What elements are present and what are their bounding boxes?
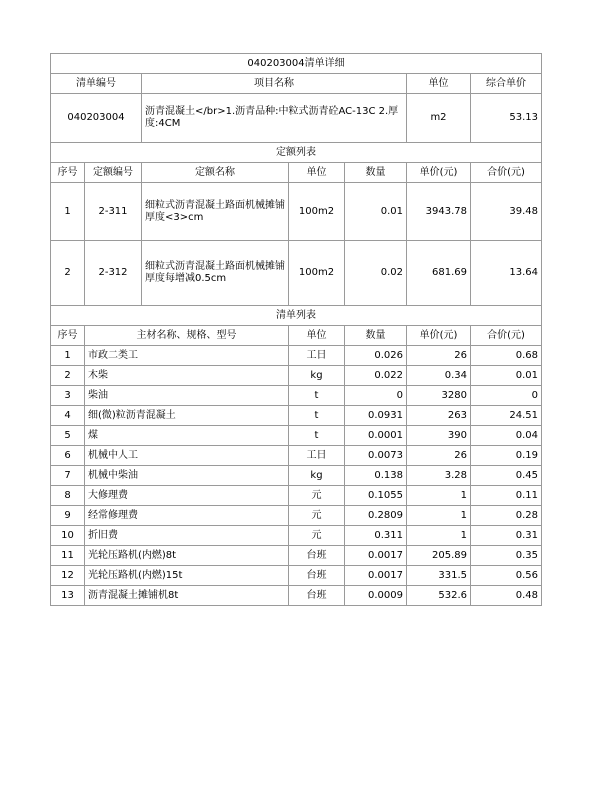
- material-unit: t: [289, 386, 345, 406]
- bill-price-header: 综合单价: [471, 74, 542, 94]
- bill-detail-table: [50, 53, 542, 606]
- quota-qty: 0.01: [345, 183, 407, 241]
- bill-code-header: 清单编号: [51, 74, 142, 94]
- materials-header-cell: 单位: [289, 326, 345, 346]
- material-name: 光轮压路机(内燃)15t: [85, 566, 289, 586]
- material-unit: t: [289, 426, 345, 446]
- material-name: 市政二类工: [85, 346, 289, 366]
- material-unit: 台班: [289, 566, 345, 586]
- quota-header-cell: 定额编号: [85, 163, 142, 183]
- material-unit: 工日: [289, 346, 345, 366]
- material-row: [51, 506, 542, 526]
- material-qty: 0.0009: [345, 586, 407, 606]
- material-unit: t: [289, 406, 345, 426]
- material-unit: 元: [289, 526, 345, 546]
- materials-header-cell: 序号: [51, 326, 85, 346]
- quota-header-row: [51, 163, 542, 183]
- material-price: 390: [407, 426, 471, 446]
- material-unit: 元: [289, 506, 345, 526]
- material-total: 0.19: [471, 446, 542, 466]
- material-price: 532.6: [407, 586, 471, 606]
- material-name: 折旧费: [85, 526, 289, 546]
- material-no: 2: [51, 366, 85, 386]
- material-qty: 0: [345, 386, 407, 406]
- material-total: 0.48: [471, 586, 542, 606]
- quota-qty: 0.02: [345, 241, 407, 306]
- quota-code: 2-312: [85, 241, 142, 306]
- material-no: 11: [51, 546, 85, 566]
- material-price: 0.34: [407, 366, 471, 386]
- materials-header-cell: 合价(元): [471, 326, 542, 346]
- quota-total: 13.64: [471, 241, 542, 306]
- material-row: [51, 406, 542, 426]
- quota-price: 681.69: [407, 241, 471, 306]
- material-row: [51, 366, 542, 386]
- material-total: 0.68: [471, 346, 542, 366]
- material-name: 光轮压路机(内燃)8t: [85, 546, 289, 566]
- bill-price: 53.13: [471, 94, 542, 143]
- material-total: 0.01: [471, 366, 542, 386]
- material-unit: 元: [289, 486, 345, 506]
- quota-price: 3943.78: [407, 183, 471, 241]
- material-name: 机械中柴油: [85, 466, 289, 486]
- quota-header-cell: 序号: [51, 163, 85, 183]
- material-qty: 0.311: [345, 526, 407, 546]
- material-qty: 0.0001: [345, 426, 407, 446]
- material-row: [51, 586, 542, 606]
- quota-unit: 100m2: [289, 183, 345, 241]
- material-no: 13: [51, 586, 85, 606]
- material-no: 5: [51, 426, 85, 446]
- material-price: 26: [407, 346, 471, 366]
- material-name: 细(微)粒沥青混凝土: [85, 406, 289, 426]
- material-row: [51, 346, 542, 366]
- material-row: [51, 526, 542, 546]
- materials-list: [51, 346, 542, 606]
- material-name: 柴油: [85, 386, 289, 406]
- material-total: 0.11: [471, 486, 542, 506]
- materials-header-row: [51, 326, 542, 346]
- material-unit: 台班: [289, 546, 345, 566]
- bill-name: 沥青混凝土</br>1.沥青品种:中粒式沥青砼AC-13C 2.厚度:4CM: [142, 94, 407, 143]
- quota-no: 1: [51, 183, 85, 241]
- material-qty: 0.0073: [345, 446, 407, 466]
- material-price: 205.89: [407, 546, 471, 566]
- material-name: 经常修理费: [85, 506, 289, 526]
- material-price: 26: [407, 446, 471, 466]
- material-qty: 0.022: [345, 366, 407, 386]
- material-price: 263: [407, 406, 471, 426]
- material-qty: 0.0017: [345, 566, 407, 586]
- quota-code: 2-311: [85, 183, 142, 241]
- quota-total: 39.48: [471, 183, 542, 241]
- material-unit: 工日: [289, 446, 345, 466]
- material-row: [51, 386, 542, 406]
- material-price: 3.28: [407, 466, 471, 486]
- material-unit: kg: [289, 466, 345, 486]
- material-no: 10: [51, 526, 85, 546]
- materials-header-cell: 数量: [345, 326, 407, 346]
- material-price: 1: [407, 506, 471, 526]
- material-row: [51, 566, 542, 586]
- bill-unit: m2: [407, 94, 471, 143]
- material-unit: kg: [289, 366, 345, 386]
- material-qty: 0.2809: [345, 506, 407, 526]
- material-no: 9: [51, 506, 85, 526]
- quota-header-cell: 单位: [289, 163, 345, 183]
- material-row: [51, 466, 542, 486]
- quota-unit: 100m2: [289, 241, 345, 306]
- material-name: 木柴: [85, 366, 289, 386]
- quota-row: [51, 241, 542, 306]
- quota-header-cell: 定额名称: [142, 163, 289, 183]
- material-total: 0.31: [471, 526, 542, 546]
- material-name: 煤: [85, 426, 289, 446]
- material-price: 3280: [407, 386, 471, 406]
- bill-name-header: 项目名称: [142, 74, 407, 94]
- quota-row: [51, 183, 542, 241]
- material-name: 大修理费: [85, 486, 289, 506]
- material-row: [51, 486, 542, 506]
- material-price: 331.5: [407, 566, 471, 586]
- material-row: [51, 546, 542, 566]
- material-no: 12: [51, 566, 85, 586]
- material-row: [51, 426, 542, 446]
- material-qty: 0.0931: [345, 406, 407, 426]
- material-no: 8: [51, 486, 85, 506]
- material-total: 24.51: [471, 406, 542, 426]
- material-row: [51, 446, 542, 466]
- material-qty: 0.1055: [345, 486, 407, 506]
- material-total: 0.04: [471, 426, 542, 446]
- material-qty: 0.026: [345, 346, 407, 366]
- material-no: 3: [51, 386, 85, 406]
- material-total: 0.45: [471, 466, 542, 486]
- material-no: 6: [51, 446, 85, 466]
- bill-unit-header: 单位: [407, 74, 471, 94]
- material-price: 1: [407, 486, 471, 506]
- material-no: 7: [51, 466, 85, 486]
- quota-header-cell: 合价(元): [471, 163, 542, 183]
- material-no: 1: [51, 346, 85, 366]
- material-name: 机械中人工: [85, 446, 289, 466]
- material-total: 0.28: [471, 506, 542, 526]
- table-title: 040203004清单详细: [51, 54, 542, 74]
- bill-code: 040203004: [51, 94, 142, 143]
- quota-header-cell: 单价(元): [407, 163, 471, 183]
- material-total: 0.35: [471, 546, 542, 566]
- material-qty: 0.138: [345, 466, 407, 486]
- materials-header-cell: 主材名称、规格、型号: [85, 326, 289, 346]
- materials-section-title: 清单列表: [51, 306, 542, 326]
- material-qty: 0.0017: [345, 546, 407, 566]
- materials-header-cell: 单价(元): [407, 326, 471, 346]
- material-no: 4: [51, 406, 85, 426]
- quota-name: 细粒式沥青混凝土路面机械摊铺厚度每增减0.5cm: [142, 241, 289, 306]
- material-total: 0.56: [471, 566, 542, 586]
- quota-no: 2: [51, 241, 85, 306]
- material-total: 0: [471, 386, 542, 406]
- quota-header-cell: 数量: [345, 163, 407, 183]
- quota-section-title: 定额列表: [51, 143, 542, 163]
- material-name: 沥青混凝土摊铺机8t: [85, 586, 289, 606]
- material-price: 1: [407, 526, 471, 546]
- quota-name: 细粒式沥青混凝土路面机械摊铺厚度<3>cm: [142, 183, 289, 241]
- material-unit: 台班: [289, 586, 345, 606]
